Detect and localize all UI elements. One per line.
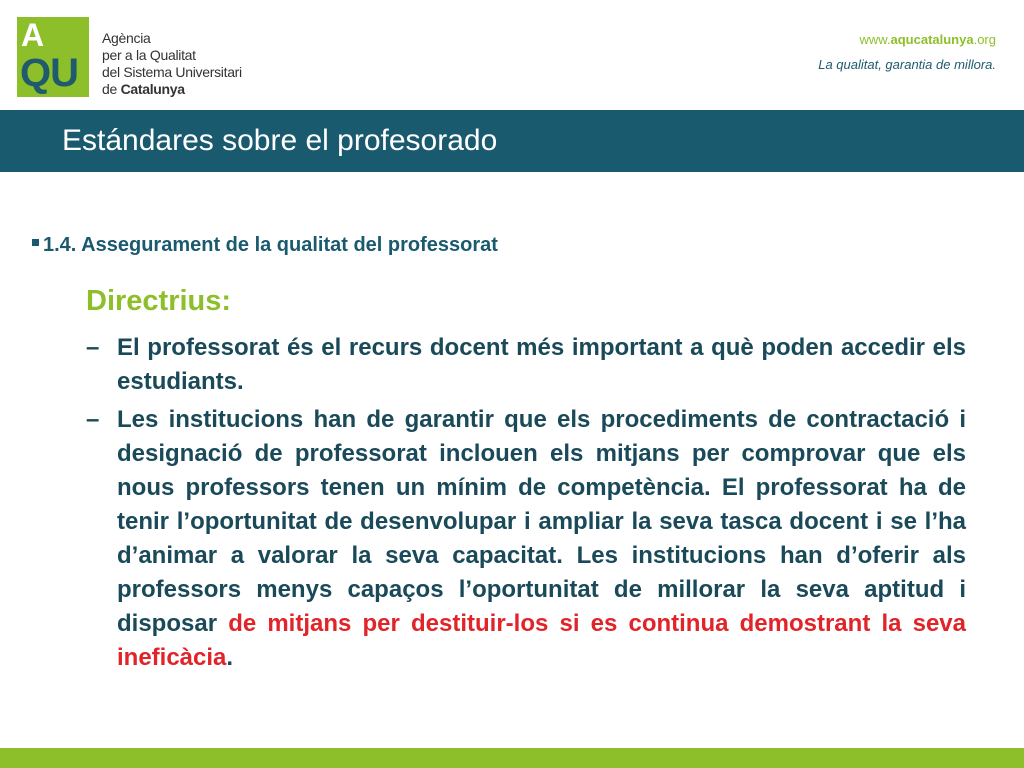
agency-line-3: del Sistema Universitari [102, 64, 242, 80]
guideline-list [86, 331, 966, 675]
logo-letter-a: A [21, 17, 45, 53]
agency-line-4-strong: Catalunya [120, 81, 185, 97]
website-name: aqucatalunya [890, 32, 974, 47]
list-item-text: El professorat és el recurs docent més important a què poden accedir els estudiants. [117, 334, 966, 395]
list-item-end: . [226, 644, 234, 671]
subheading: Directrius: [86, 285, 232, 317]
agency-line-2: per a la Qualitat [102, 47, 196, 63]
agency-name [102, 30, 242, 98]
agency-line-4 [102, 81, 242, 98]
website-suffix: .org [973, 32, 996, 47]
footer-bar [0, 748, 1024, 768]
tagline: La qualitat, garantia de millora. [818, 57, 996, 72]
list-item-text: Les institucions han de garantir que els procediments de contractació i designació de professorat inclouen els mitjans per comprovar que els nous professors tenen un mínim de competència. El professorat ha de tenir l’oportunitat de desenvolupar i ampliar la seva tasca docent i se l’ha d’animar a valorar la seva capacitat. Les institucions han d’oferir als professors menys capaços l’oportunitat de millorar la seva aptitud i disposar [117, 406, 966, 637]
logo-letters-qu: QU [20, 51, 78, 95]
agency-line-1: Agència [102, 30, 151, 46]
section-heading [32, 234, 498, 257]
list-item [86, 331, 966, 399]
dash-bullet: – [86, 334, 100, 361]
website-prefix: www. [859, 32, 891, 47]
title-bar [0, 110, 1024, 172]
highlighted-text: de mitjans per destituir-los si es continua demostrant la seva ineficàcia [117, 610, 966, 671]
section-heading-text: 1.4. Assegurament de la qualitat del professorat [43, 234, 498, 256]
square-bullet-icon [32, 239, 39, 246]
slide-title: Estándares sobre el profesorado [62, 124, 498, 157]
list-item [86, 403, 966, 675]
website-link[interactable] [859, 32, 996, 47]
aqu-logo [17, 17, 89, 97]
dash-bullet: – [86, 406, 100, 433]
agency-line-4-prefix: de [102, 81, 121, 97]
